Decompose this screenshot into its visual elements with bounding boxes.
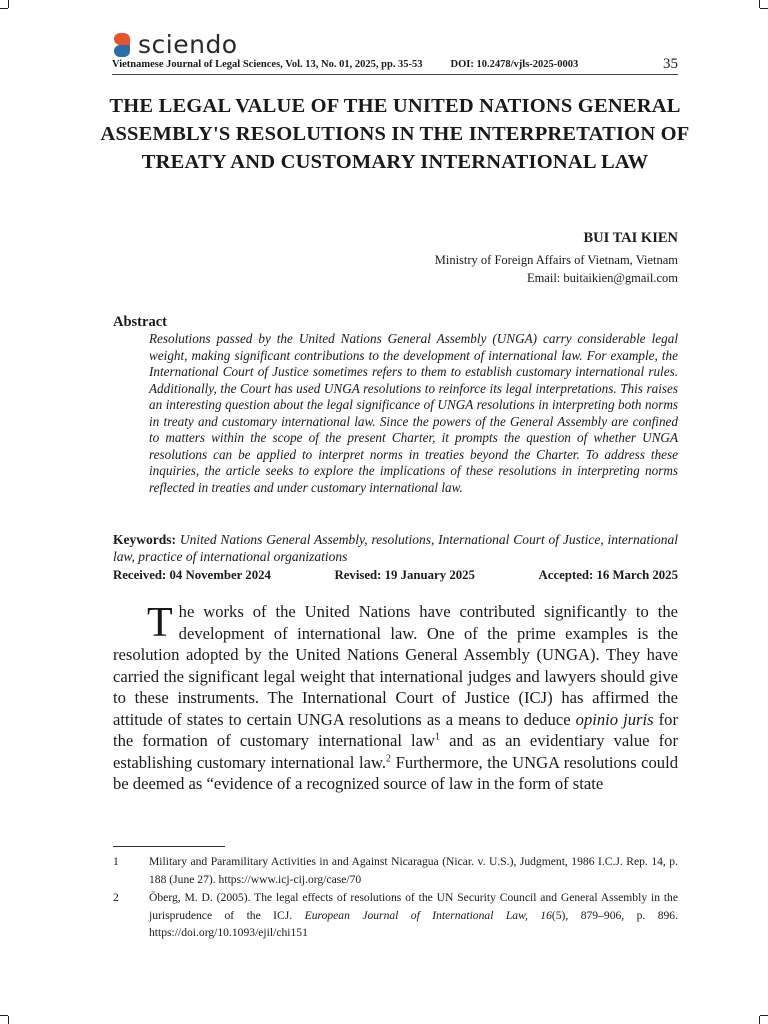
crop-mark [759,1016,760,1024]
abstract-heading: Abstract [113,314,167,330]
article-dates [113,568,678,583]
crop-mark [8,1016,9,1024]
body-paragraph: The works of the United Nations have contributed significantly to the development of international law. One of the prime examples is the resolution adopted by the United Nations General Assembly (UNGA). They have carried the significant legal weight that international judges and lawyers should give to these instruments. The International Court of Justice (ICJ) has affirmed the attitude of states to certain UNGA resolutions as a means to deduce opinio juris for the formation of customary international law$^1$ and as an evidentiary value for establishing customary international law.$^2$ Furthermore, the UNGA resolutions could be deemed as “evidence of a recognized source of law in the form of state [113,600,679,793]
page-number: 35 [663,56,678,72]
header-rule [112,74,678,75]
footnote-number: 2 [113,891,119,904]
crop-mark [760,1015,768,1016]
footnote-text: Military and Paramilitary Activities in and Against Nicaragua (Nicar. v. U.S.), Judgment, 1986 I.C.J. Rep. 14, p. 188 (June 27). https://www.icj-cij.org/case/70 [149,855,678,886]
crop-mark [0,8,8,9]
author-block [435,230,678,287]
received-date: Received: 04 November 2024 [113,568,271,582]
crop-mark [0,1015,8,1016]
sciendo-logo-icon [112,31,132,59]
drop-cap: T [147,600,173,646]
author-name: BUI TAI KIEN [583,230,678,246]
author-email: Email: buitaikien@gmail.com [526,271,678,285]
accepted-date: Accepted: 16 March 2025 [538,568,678,582]
crop-mark [760,8,768,9]
author-affiliation: Ministry of Foreign Affairs of Vietnam, Vietnam [434,253,678,267]
footnote-2 [113,889,678,942]
logo-text: sciendo [138,30,238,59]
keywords-label: Keywords: [113,532,176,547]
footnote-rule [113,846,225,847]
doi: DOI: 10.2478/vjls-2025-0003 [450,59,579,70]
journal-header [112,56,678,72]
keywords [113,531,678,565]
crop-mark [759,0,760,8]
journal-citation: Vietnamese Journal of Legal Sciences, Vol. 13, No. 01, 2025, pp. 35-53 [112,59,423,70]
crop-mark [8,0,9,8]
publisher-logo [112,30,238,59]
article-title: THE LEGAL VALUE OF THE UNITED NATIONS GENERAL ASSEMBLY'S RESOLUTIONS IN THE INTERPRETATION OF TREATY AND CUSTOMARY INTERNATIONAL LAW [100,95,690,173]
footnote-ref-1[interactable]: 1 [435,731,440,743]
revised-date: Revised: 19 January 2025 [334,568,475,582]
footnote-text: Öberg, M. D. (2005). The legal effects of resolutions of the UN Security Council and General Assembly in the jurisprudence of the ICJ. European Journal of International Law, 16(5), 879–906, p. 896. https://doi.org/10.1093/ejil/chi151 [149,891,679,939]
footnote-number: 1 [113,855,119,868]
keywords-text: United Nations General Assembly, resolutions, International Court of Justice, international law, practice of international organizations [113,532,679,564]
footnote-ref-2[interactable]: 2 [386,752,392,764]
abstract-text: Resolutions passed by the United Nations General Assembly (UNGA) carry considerable legal weight, making significant contributions to the development of international law. For example, the International Court of Justice sometimes refers to them to establish customary international rules. Additionally, the Court has used UNGA resolutions to reinforce its legal interpretations. This raises an interesting question about the legal significance of UNGA resolutions in interpreting both norms in treaty and customary international law. Since the powers of the General Assembly are confined to matters within the scope of the present Charter, it prompts the question of whether UNGA resolutions can be applied to interpret norms in treaties beyond the Charter. To address these inquiries, the article seeks to explore the implications of these resolutions in interpreting norms reflected in treaties and under customary international law. [149,331,678,495]
footnote-1 [113,853,678,888]
